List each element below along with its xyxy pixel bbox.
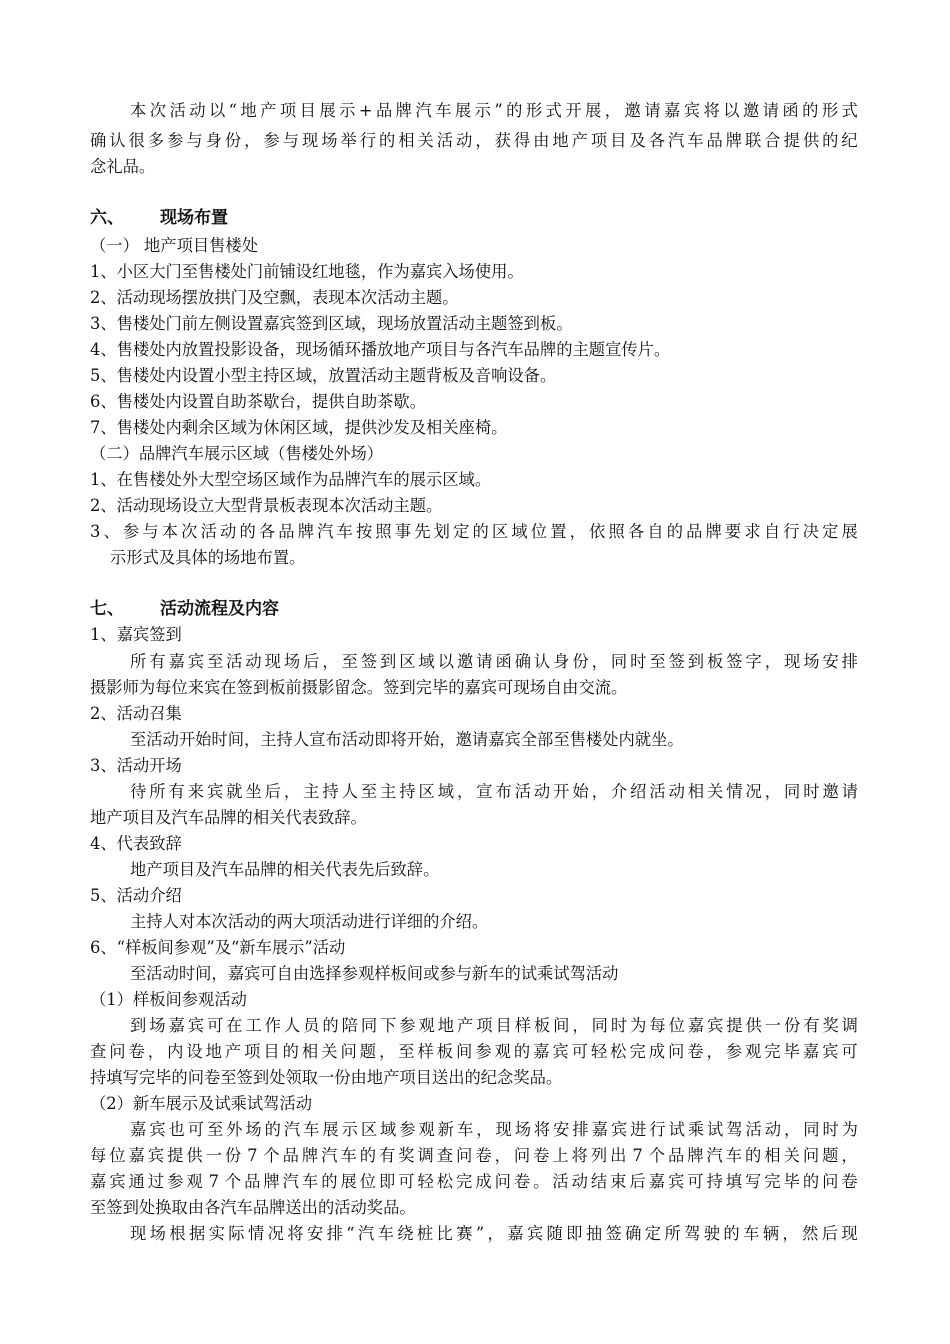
step-3-text-line-2: 地产项目及汽车品牌的相关代表致辞。	[90, 808, 367, 827]
step-3-text-line-1: 待 所 有 来 宾 就 坐 后 ， 主 持 人 至 主 持 区 域 ， 宣 布 活 动 开 始 ， 介 绍 活 动 相 关 情 况 ， 同 时 邀 请	[130, 782, 858, 801]
section-6-title: 现场布置	[160, 208, 228, 228]
part-2-text-line-1: 嘉 宾 也 可 至 外 场 的 汽 车 展 示 区 域 参 观 新 车 ， 现 场 将 安 排 嘉 宾 进 行 试 乘 试 驾 活 动 ， 同 时 为	[130, 1120, 858, 1139]
part-2-text-line-4: 至签到处换取由各汽车品牌送出的活动奖品。	[90, 1198, 416, 1217]
part-2-text-line-3: 嘉 宾 通 过 参 观 7 个 品 牌 汽 车 的 展 位 即 可 轻 松 完 成 问 卷 。 活 动 结 束 后 嘉 宾 可 持 填 写 完 毕 的 问 卷	[90, 1172, 858, 1191]
step-5-text: 主持人对本次活动的两大项活动进行详细的介绍。	[130, 912, 489, 931]
subsection-2-title: （二）品牌汽车展示区域（售楼处外场）	[90, 444, 384, 463]
step-3-title: 3、活动开场	[90, 756, 182, 775]
intro-line-3: 念礼品。	[90, 157, 156, 176]
intro-line-1: 本 次 活 动 以 “ 地 产 项 目 展 示 + 品 牌 汽 车 展 示 ” 的 形 式 开 展 ， 邀 请 嘉 宾 将 以 邀 请 函 的 形 式	[130, 101, 858, 120]
list-item: 7、售楼处内剩余区域为休闲区域，提供沙发及相关座椅。	[90, 418, 508, 437]
step-1-text-line-1: 所 有 嘉 宾 至 活 动 现 场 后 ， 至 签 到 区 域 以 邀 请 函 确 认 身 份 ， 同 时 至 签 到 板 签 字 ， 现 场 安 排	[130, 652, 858, 671]
part-2-text-line-2: 每 位 嘉 宾 提 供 一 份 7 个 品 牌 汽 车 的 有 奖 调 查 问 卷 ， 问 卷 上 将 列 出 7 个 品 牌 汽 车 的 相 关 问 题 ，	[90, 1146, 858, 1165]
section-6-heading	[90, 207, 228, 229]
part-1-text-line-3: 持填写完毕的问卷至签到处领取一份由地产项目送出的纪念奖品。	[90, 1068, 563, 1087]
section-6-number: 六、	[90, 208, 124, 228]
step-5-title: 5、活动介绍	[90, 886, 182, 905]
step-1-text-line-2: 摄影师为每位来宾在签到板前摄影留念。签到完毕的嘉宾可现场自由交流。	[90, 678, 628, 697]
subsection-1-title: （一） 地产项目售楼处	[90, 236, 258, 255]
final-paragraph-line: 现 场 根 据 实 际 情 况 将 安 排 “ 汽 车 绕 桩 比 赛 ” ， 嘉 宾 随 即 抽 签 确 定 所 驾 驶 的 车 辆 ， 然 后 现	[130, 1224, 858, 1243]
list-item: 2、活动现场摆放拱门及空飘，表现本次活动主题。	[90, 288, 459, 307]
part-2-title: （2）新车展示及试乘试驾活动	[90, 1094, 313, 1113]
list-item: 4、售楼处内放置投影设备，现场循环播放地产项目与各汽车品牌的主题宣传片。	[90, 340, 671, 359]
step-6-text: 至活动时间，嘉宾可自由选择参观样板间或参与新车的试乘试驾活动	[130, 964, 619, 983]
section-7-number: 七、	[90, 599, 124, 619]
part-1-text-line-2: 查 问 卷 ， 内 设 地 产 项 目 的 相 关 问 题 ， 至 样 板 间 参 观 的 嘉 宾 可 轻 松 完 成 问 卷 ， 参 观 完 毕 嘉 宾 可	[90, 1042, 858, 1061]
list-item-continuation: 示形式及具体的场地布置。	[110, 548, 306, 567]
intro-line-2: 确 认 很 多 参 与 身 份 ， 参 与 现 场 举 行 的 相 关 活 动 ， 获 得 由 地 产 项 目 及 各 汽 车 品 牌 联 合 提 供 的 纪	[90, 131, 858, 150]
step-6-title: 6、“样板间参观”及“新车展示”活动	[90, 938, 346, 957]
list-item: 1、小区大门至售楼处门前铺设红地毯，作为嘉宾入场使用。	[90, 262, 524, 281]
list-item: 6、售楼处内设置自助茶歇台，提供自助茶歇。	[90, 392, 426, 411]
step-4-title: 4、代表致辞	[90, 834, 182, 853]
section-7-heading	[90, 598, 279, 620]
step-4-text: 地产项目及汽车品牌的相关代表先后致辞。	[130, 860, 440, 879]
list-item: 5、售楼处内设置小型主持区域，放置活动主题背板及音响设备。	[90, 366, 557, 385]
step-2-title: 2、活动召集	[90, 704, 182, 723]
step-1-title: 1、嘉宾签到	[90, 625, 182, 644]
list-item: 2、活动现场设立大型背景板表现本次活动主题。	[90, 496, 443, 515]
list-item: 3 、 参 与 本 次 活 动 的 各 品 牌 汽 车 按 照 事 先 划 定 的 区 域 位 置 ， 依 照 各 自 的 品 牌 要 求 自 行 决 定 展	[90, 522, 858, 541]
part-1-title: （1）样板间参观活动	[90, 990, 247, 1009]
list-item: 3、售楼处门前左侧设置嘉宾签到区域，现场放置活动主题签到板。	[90, 314, 573, 333]
section-7-title: 活动流程及内容	[160, 599, 279, 619]
list-item: 1、在售楼处外大型空场区域作为品牌汽车的展示区域。	[90, 470, 492, 489]
step-2-text: 至活动开始时间，主持人宣布活动即将开始，邀请嘉宾全部至售楼处内就坐。	[130, 730, 684, 749]
part-1-text-line-1: 到 场 嘉 宾 可 在 工 作 人 员 的 陪 同 下 参 观 地 产 项 目 样 板 间 ， 同 时 为 每 位 嘉 宾 提 供 一 份 有 奖 调	[130, 1016, 858, 1035]
